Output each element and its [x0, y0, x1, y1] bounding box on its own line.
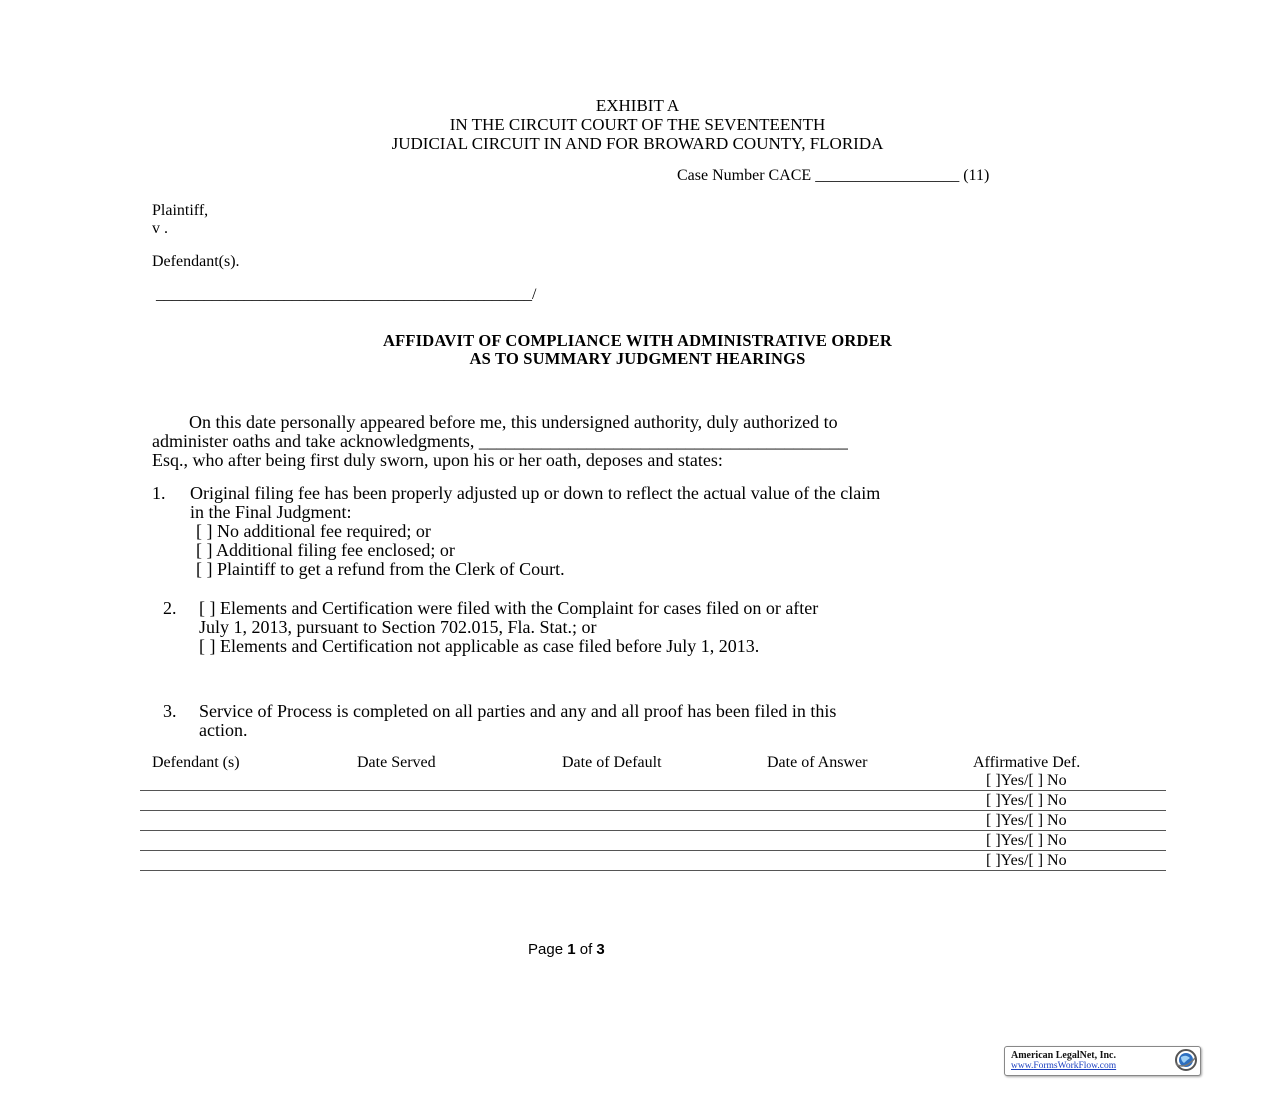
affidavit-title-line-1: AFFIDAVIT OF COMPLIANCE WITH ADMINISTRATIVE ORDER: [383, 331, 892, 350]
item-2-line-3: [ ] Elements and Certification not applicable as case filed before July 1, 2013.: [199, 636, 760, 656]
row-4-rule: [140, 850, 1166, 851]
plaintiff-label: Plaintiff,: [152, 202, 209, 219]
globe-logo-icon: [1173, 1048, 1197, 1072]
item-1-checkbox-no-fee: [ ] No additional fee required; or: [196, 521, 431, 541]
exhibit-heading: EXHIBIT A: [595, 96, 680, 115]
page-current: 1: [567, 941, 576, 958]
page-label: Page: [528, 941, 564, 958]
row-2-yes-no-choice: [ ]Yes/[ ] No: [986, 792, 1067, 809]
item-3-number: 3.: [163, 701, 177, 721]
item-2-line-1: [ ] Elements and Certification were filed with the Complaint for cases filed on or after: [199, 598, 819, 618]
row-4-yes-no-choice: [ ]Yes/[ ] No: [986, 832, 1067, 849]
caption-signature-line: _______________________________________________/: [156, 286, 537, 303]
page-total: 3: [596, 941, 605, 958]
item-1-checkbox-additional-fee: [ ] Additional filing fee enclosed; or: [196, 540, 455, 560]
item-2-number: 2.: [163, 598, 177, 618]
item-1-line-1: Original filing fee has been properly adjusted up or down to reflect the actual value of the claim: [190, 483, 881, 503]
column-header-affirmative-def: Affirmative Def.: [973, 754, 1081, 771]
publisher-link[interactable]: www.FormsWorkFlow.com: [1011, 1061, 1117, 1071]
court-name-line-1: IN THE CIRCUIT COURT OF THE SEVENTEENTH: [449, 115, 826, 134]
row-1-yes-no-choice: [ ]Yes/[ ] No: [986, 772, 1067, 789]
item-1-number: 1.: [152, 483, 166, 503]
court-name-line-2: JUDICIAL CIRCUIT IN AND FOR BROWARD COUNTY, FLORIDA: [391, 134, 884, 153]
row-3-rule: [140, 830, 1166, 831]
page-of: of: [579, 941, 593, 958]
item-1-line-2: in the Final Judgment:: [190, 502, 352, 522]
case-number-field: Case Number CACE __________________ (11): [677, 167, 990, 184]
column-header-date-of-answer: Date of Answer: [767, 754, 868, 771]
affidavit-title-line-2: AS TO SUMMARY JUDGMENT HEARINGS: [469, 349, 806, 368]
item-3-line-1: Service of Process is completed on all parties and any and all proof has been filed in this: [199, 701, 837, 721]
versus-label: v .: [152, 220, 168, 237]
item-3-line-2: action.: [199, 720, 248, 740]
row-5-rule: [140, 870, 1166, 871]
item-2-line-2: July 1, 2013, pursuant to Section 702.015, Fla. Stat.; or: [199, 617, 597, 637]
defendant-label: Defendant(s).: [152, 253, 240, 270]
page-indicator: [528, 941, 605, 958]
intro-line-1: On this date personally appeared before me, this undersigned authority, duly authorized to: [189, 412, 838, 432]
column-header-date-of-default: Date of Default: [562, 754, 662, 771]
intro-line-2: administer oaths and take acknowledgments, _________________________________________: [152, 431, 848, 451]
column-header-defendant: Defendant (s): [152, 754, 240, 771]
item-1-checkbox-refund: [ ] Plaintiff to get a refund from the Clerk of Court.: [196, 559, 565, 579]
row-1-rule: [140, 790, 1166, 791]
publisher-badge: [1004, 1046, 1201, 1076]
row-2-rule: [140, 810, 1166, 811]
intro-line-3: Esq., who after being first duly sworn, upon his or her oath, deposes and states:: [152, 450, 723, 470]
publisher-name: American LegalNet, Inc.: [1011, 1050, 1116, 1061]
column-header-date-served: Date Served: [357, 754, 436, 771]
row-3-yes-no-choice: [ ]Yes/[ ] No: [986, 812, 1067, 829]
row-5-yes-no-choice: [ ]Yes/[ ] No: [986, 852, 1067, 869]
